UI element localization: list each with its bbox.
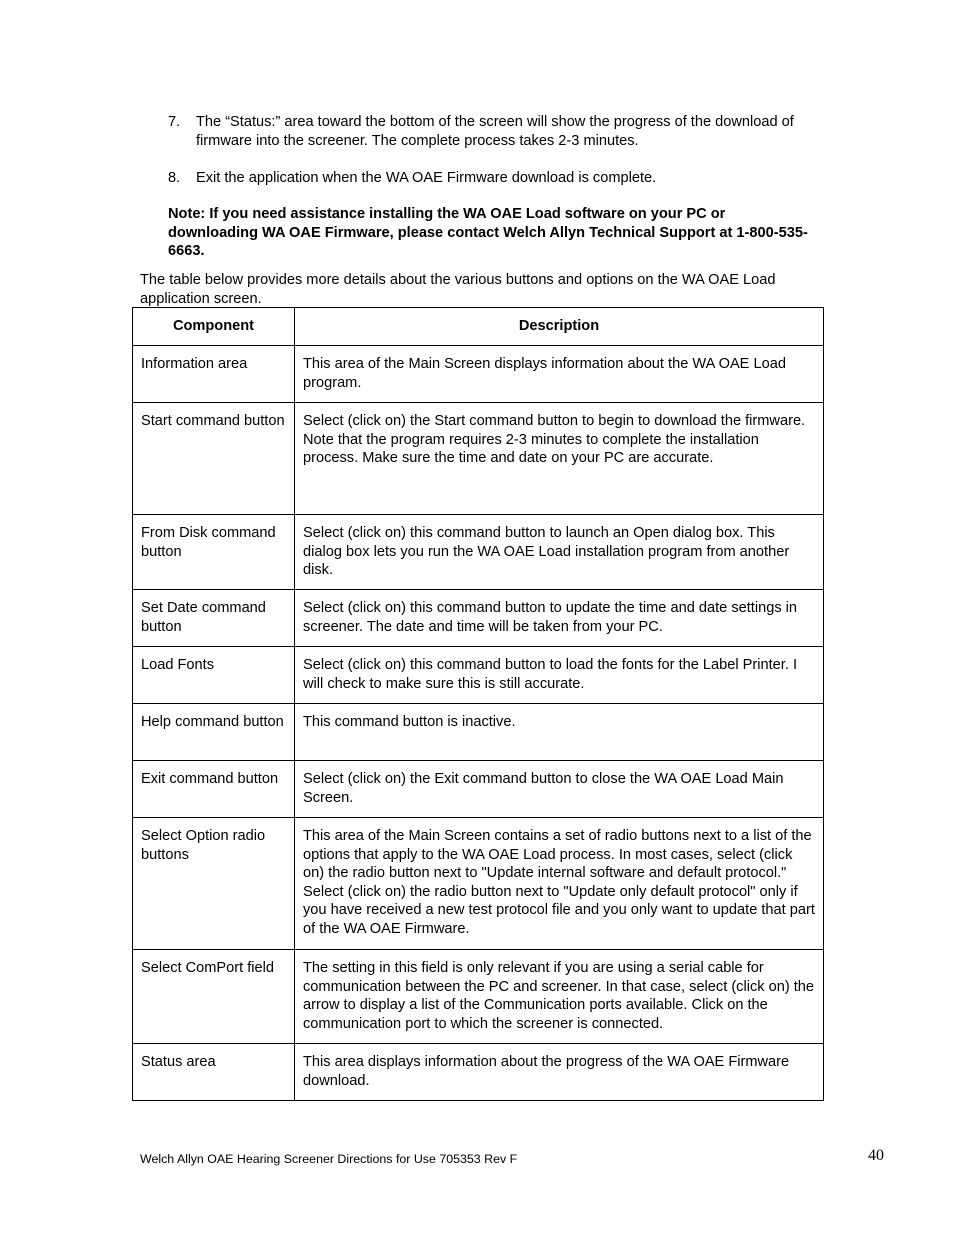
header-component: Component — [133, 308, 295, 346]
component-cell — [133, 950, 295, 1044]
header-description: Description — [295, 308, 824, 346]
table-intro: The table below provides more details about the various buttons and options on the WA OAE Load application screen. — [140, 272, 776, 307]
component-name: Select ComPort field — [141, 960, 275, 976]
component-description: Select (click on) this command button to update the time and date settings in screener. The date and time will be taken from your PC. — [303, 600, 798, 635]
description-cell — [295, 950, 824, 1044]
step-text: The “Status:” area toward the bottom of the screen will show the progress of the download of firmware into the screener. The complete process takes 2-3 minutes. — [196, 114, 794, 149]
step-8 — [168, 169, 798, 188]
component-cell — [133, 761, 295, 818]
component-cell — [133, 647, 295, 704]
table-row — [133, 950, 824, 1044]
footer-document-title: Welch Allyn OAE Hearing Screener Directions for Use 705353 Rev F — [140, 1152, 518, 1166]
step-number: 8. — [168, 170, 181, 186]
table-row — [133, 346, 824, 403]
component-cell — [133, 515, 295, 590]
description-cell — [295, 818, 824, 950]
description-cell — [295, 1044, 824, 1101]
table-row — [133, 515, 824, 590]
component-description: Select (click on) this command button to launch an Open dialog box. This dialog box lets you run the WA OAE Load installation program from another disk. — [303, 525, 790, 579]
table-header-row — [133, 308, 824, 346]
component-name: Exit command button — [141, 771, 279, 787]
support-note: Note: If you need assistance installing the WA OAE Load software on your PC or downloading WA OAE Firmware, please contact Welch Allyn Technical Support at 1-800-535-6663. — [168, 206, 808, 260]
table-row — [133, 1044, 824, 1101]
component-cell — [133, 590, 295, 647]
component-name: Information area — [141, 356, 248, 372]
components-table — [132, 307, 824, 1101]
description-cell — [295, 761, 824, 818]
component-name: From Disk command button — [141, 525, 276, 560]
table-row — [133, 647, 824, 704]
description-cell — [295, 346, 824, 403]
component-description: This area displays information about the progress of the WA OAE Firmware download. — [303, 1054, 790, 1089]
component-cell — [133, 346, 295, 403]
step-number: 7. — [168, 114, 181, 130]
description-cell — [295, 590, 824, 647]
table-row — [133, 818, 824, 950]
component-name: Set Date command button — [141, 600, 266, 635]
component-name: Select Option radio buttons — [141, 828, 266, 863]
page-number: 40 — [868, 1147, 884, 1164]
component-description: This area of the Main Screen displays information about the WA OAE Load program. — [303, 356, 786, 391]
component-cell — [133, 704, 295, 761]
component-cell — [133, 818, 295, 950]
component-name: Status area — [141, 1054, 216, 1070]
component-name: Load Fonts — [141, 657, 215, 673]
component-description: Select (click on) this command button to load the fonts for the Label Printer. I will check to make sure this is still accurate. — [303, 657, 798, 692]
description-cell — [295, 704, 824, 761]
table-row — [133, 403, 824, 515]
description-cell — [295, 403, 824, 515]
component-description: This area of the Main Screen contains a set of radio buttons next to a list of the options that apply to the WA OAE Load process. In most cases, select (click on) the radio button next to "Update internal software and default protocol." Select (click on) the radio button next to "Update only default protocol" only if you have received a new test protocol file and you only want to update that part of the WA OAE Firmware. — [303, 828, 815, 937]
table-row — [133, 761, 824, 818]
step-7 — [168, 113, 798, 150]
component-cell — [133, 1044, 295, 1101]
component-description: This command button is inactive. — [303, 714, 516, 730]
table-row — [133, 590, 824, 647]
component-description: The setting in this field is only relevant if you are using a serial cable for communication between the PC and screener. In that case, select (click on) the arrow to display a list of the Communication ports available. Click on the communication port to which the screener is connected. — [303, 960, 815, 1032]
component-cell — [133, 403, 295, 515]
table-row — [133, 704, 824, 761]
step-text: Exit the application when the WA OAE Firmware download is complete. — [196, 170, 657, 186]
component-name: Help command button — [141, 714, 284, 730]
component-description: Select (click on) the Exit command button to close the WA OAE Load Main Screen. — [303, 771, 784, 806]
description-cell — [295, 515, 824, 590]
component-description: Select (click on) the Start command button to begin to download the firmware. Note that the program requires 2-3 minutes to complete the installation process. Make sure the time and date on your PC are accurate. — [303, 413, 806, 467]
component-name: Start command button — [141, 413, 285, 429]
description-cell — [295, 647, 824, 704]
